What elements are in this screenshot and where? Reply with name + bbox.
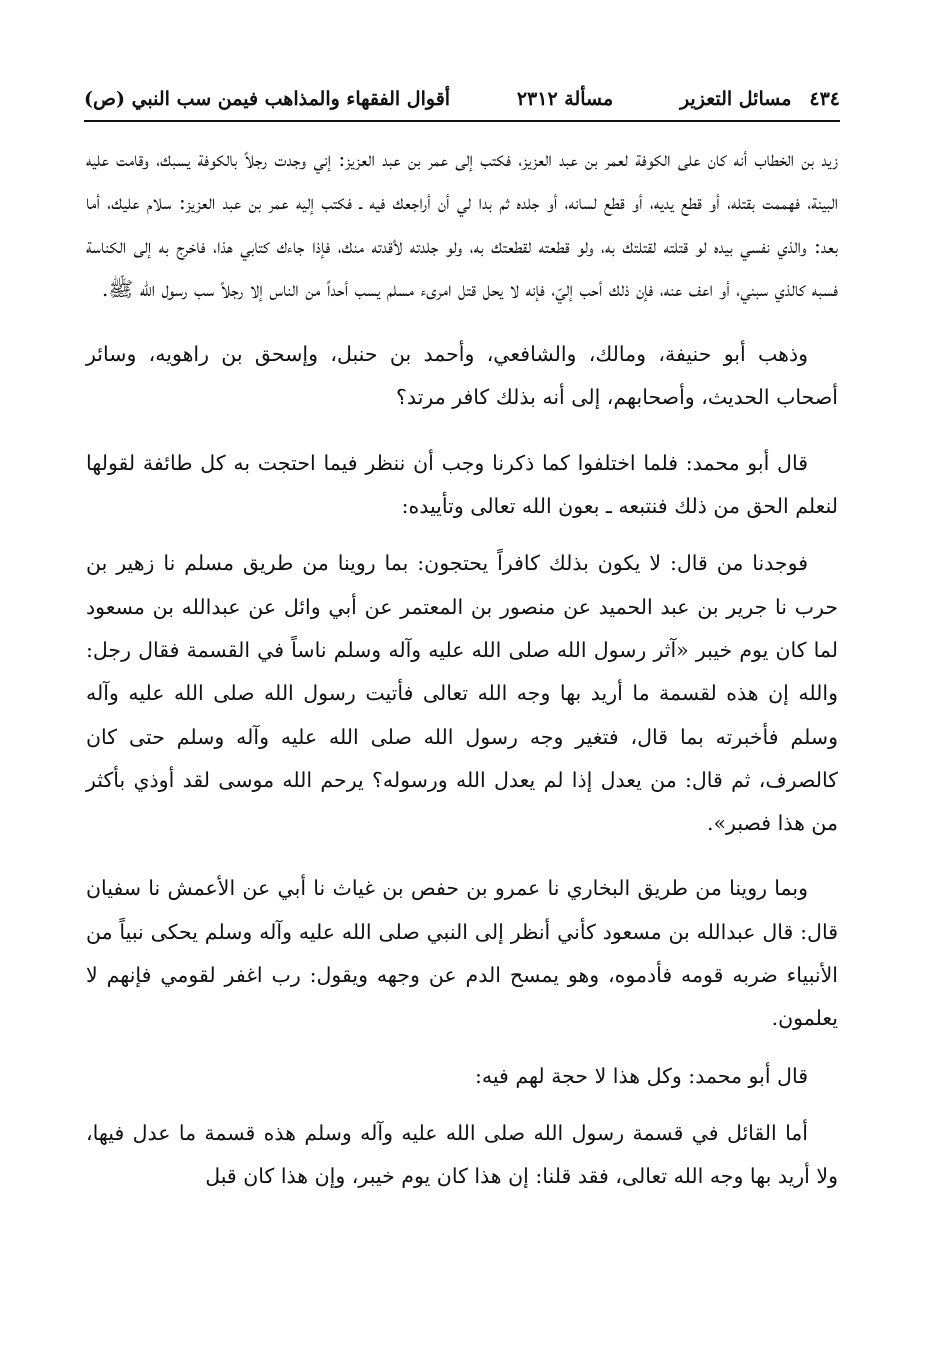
page-body xyxy=(86,138,838,1199)
paragraph: أما القائل في قسمة رسول الله صلى الله عليه وآله وسلم هذه قسمة ما عدل فيها، ولا أريد بها وجه الله تعالى، فقد قلنا: إن هذا كان يوم خيبر، وإن هذا كان قبل xyxy=(86,1120,838,1189)
paragraph: قال أبو محمد: وكل هذا لا حجة لهم فيه: xyxy=(474,1063,808,1088)
paragraph: وذهب أبو حنيفة، ومالك، والشافعي، وأحمد بن حنبل، وإسحق بن راهويه، وسائر أصحاب الحديث، وأصحابهم، إلى أنه بذلك كافر مرتد؟ xyxy=(86,342,838,410)
header-right-group xyxy=(680,88,840,110)
header-divider xyxy=(84,120,840,122)
paragraph: زيد بن الخطاب أنه كان على الكوفة لعمر بن عبد العزيز، فكتب إلى عمر بن عبد العزيز: إني وجدت رجلاً بالكوفة يسبك، وقامت عليه البينة، فهممت بقتله، أو قطع يديه، أو قطع لسانه، أو جلده ثم بدا لي أن أراجعك فيه ـ فكتب إليه عمر بن عبد العزيز: سلام عليك، أما بعد: والذي نفسي بيده لو قتلته لقتلتك به، ولو قطعته لقطعتك به، ولو جلدته لأقدته منك، فإذا جاءك كتابي هذا، فاخرج به إلى الكناسة فسبه كالذي سبني، أو اعف عنه، فإن ذلك أحب إليّ، فإنه لا يحل قتل امرىء مسلم يسب أحداً من الناس إلا رجلاً سب رسول الله ﷺ. xyxy=(86,147,838,301)
page-number: ٤٣٤ xyxy=(809,88,840,110)
paragraph: قال أبو محمد: فلما اختلفوا كما ذكرنا وجب أن ننظر فيما احتجت به كل طائفة لقولها لنعلم الحق من ذلك فنتبعه ـ بعون الله تعالى وتأييده: xyxy=(86,450,838,519)
book-title: مسائل التعزير xyxy=(679,88,792,110)
paragraph: وبما روينا من طريق البخاري نا عمرو بن حفص بن غياث نا أبي عن الأعمش نا سفيان قال: قال عبدالله بن مسعود كأني أنظر إلى النبي صلى الله عليه وآله وسلم يحكى نبياً من الأنبياء ضربه قومه فأدموه، وهو يمسح الدم عن وجهه ويقول: رب اغفر لقومي فإنهم لا يعلمون. xyxy=(86,876,838,1031)
section-title: أقوال الفقهاء والمذاهب فيمن سب النبي (ص) xyxy=(84,88,451,110)
issue-number: مسألة ٢٣١٢ xyxy=(516,88,614,110)
page-header xyxy=(84,82,840,116)
paragraph: فوجدنا من قال: لا يكون بذلك كافراً يحتجون: بما روينا من طريق مسلم نا زهير بن حرب نا جرير بن عبد الحميد عن منصور بن المعتمر عن أبي وائل عن عبدالله بن مسعود لما كان يوم خيبر «آثر رسول الله صلى الله عليه وآله وسلم ناساً في القسمة فقال رجل: والله إن هذه لقسمة ما أريد بها وجه الله تعالى فأتيت رسول الله صلى الله عليه وآله وسلم فأخبرته بما قال، فتغير وجه رسول الله صلى الله عليه وآله وسلم حتى كان كالصرف، ثم قال: من يعدل إذا لم يعدل الله ورسوله؟ يرحم الله موسى لقد أوذي بأكثر من هذا فصبر». xyxy=(86,551,838,836)
